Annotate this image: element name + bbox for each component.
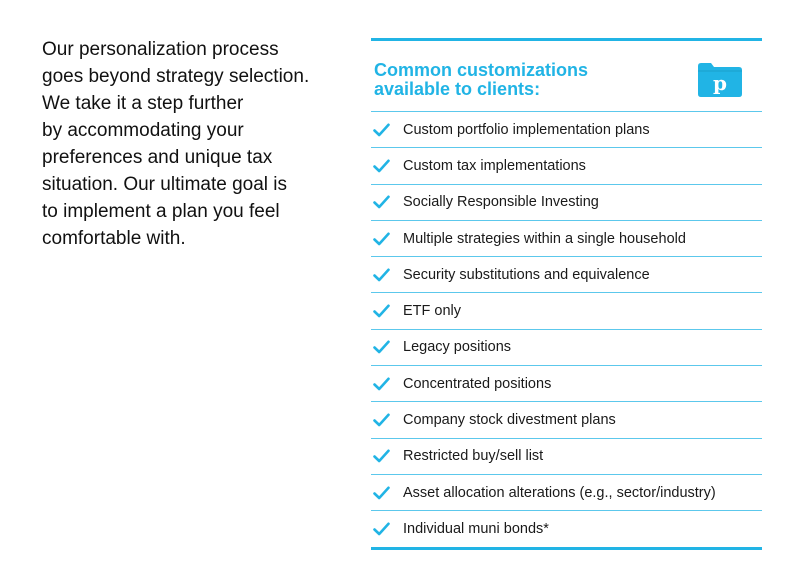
list-item xyxy=(371,293,762,329)
list-item xyxy=(371,366,762,402)
customizations-list xyxy=(371,112,762,550)
checkmark-icon xyxy=(371,195,403,209)
checkmark-icon xyxy=(371,232,403,246)
checkmark-icon xyxy=(371,268,403,282)
list-item xyxy=(371,402,762,438)
list-item-label: Security substitutions and equivalence xyxy=(403,266,650,283)
list-item xyxy=(371,439,762,475)
list-item xyxy=(371,221,762,257)
intro-paragraph: Our personalization process goes beyond strategy selection. We take it a step further by accommodating your preferences and unique tax situation. Our ultimate goal is to implement a plan you feel comfortable with. xyxy=(42,39,310,249)
panel-header xyxy=(371,41,762,112)
list-item xyxy=(371,112,762,148)
list-item-label: Legacy positions xyxy=(403,339,512,356)
list-item xyxy=(371,330,762,366)
panel-title: Common customizations available to clients: xyxy=(374,60,589,99)
list-item-label: Asset allocation alterations (e.g., sector/industry) xyxy=(403,484,716,501)
logo-letter: p xyxy=(713,71,727,95)
list-item xyxy=(371,257,762,293)
list-item xyxy=(371,511,762,549)
list-item xyxy=(371,475,762,511)
list-item xyxy=(371,185,762,221)
customizations-panel xyxy=(371,38,762,550)
checkmark-icon xyxy=(371,486,403,500)
list-item xyxy=(371,148,762,184)
list-item-label: ETF only xyxy=(403,303,462,320)
list-item-label: Restricted buy/sell list xyxy=(403,448,544,465)
list-item-label: Multiple strategies within a single household xyxy=(403,230,686,247)
checkmark-icon xyxy=(371,304,403,318)
checkmark-icon xyxy=(371,159,403,173)
checkmark-icon xyxy=(371,522,403,536)
checkmark-icon xyxy=(371,123,403,137)
list-item-label: Company stock divestment plans xyxy=(403,412,616,429)
list-item-label: Individual muni bonds* xyxy=(403,520,549,537)
folder-p-logo-icon xyxy=(698,61,742,97)
list-item-label: Concentrated positions xyxy=(403,375,552,392)
checkmark-icon xyxy=(371,377,403,391)
list-item-label: Socially Responsible Investing xyxy=(403,194,599,211)
checkmark-icon xyxy=(371,340,403,354)
checkmark-icon xyxy=(371,413,403,427)
list-item-label: Custom portfolio implementation plans xyxy=(403,121,650,138)
checkmark-icon xyxy=(371,449,403,463)
list-item-label: Custom tax implementations xyxy=(403,157,586,174)
